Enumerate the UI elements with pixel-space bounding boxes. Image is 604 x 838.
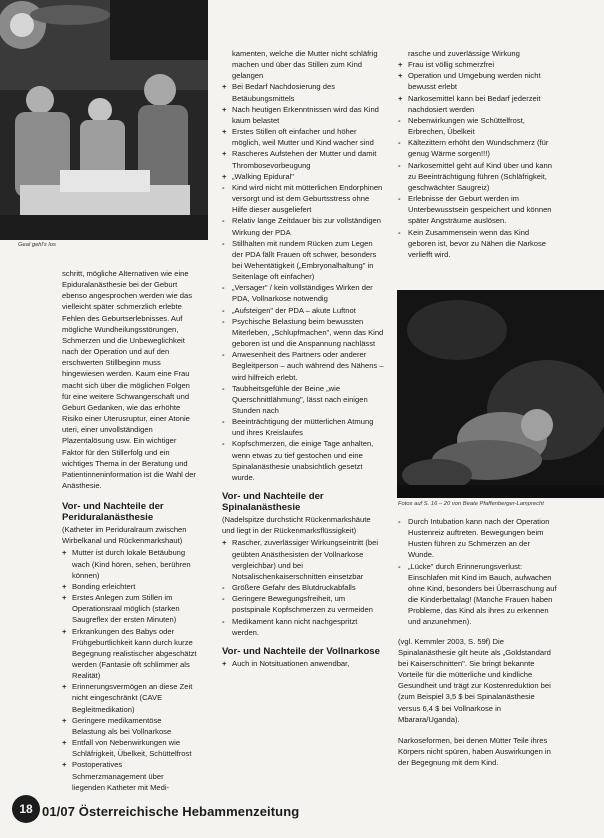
closing-paragraph: Narkoseformen, bei denen Mütter Teile ihres Körpers nicht spüren, haben Auswirkungen in der Begegnung mit dem Kind.	[398, 735, 551, 768]
list-item: rasche und zuverlässige Wirkung	[408, 49, 520, 58]
list-item: + Erstes Stillen oft einfacher und höher möglich, weil Mutter und Kind wacher sind	[222, 127, 374, 148]
heading-spinal: Vor- und Nachteile der Spinalanästhesie	[222, 491, 324, 514]
mother-baby-photo	[397, 290, 604, 498]
list-item: + Erinnerungsvermögen an diese Zeit nicht eingeschränkt (CAVE Begleitmedikation)	[62, 682, 193, 714]
publication-title: 01/07 Österreichische Hebammenzeitung	[42, 804, 300, 819]
list-item: - „Aufsteigen" der PDA – akute Luftnot	[222, 305, 356, 315]
reference-paragraph: (vgl. Kemmler 2003, S. 59f) Die Spinalanästhesie gilt heute als „Goldstandard bei Kaiserschnitten". Sie bringt bekannte Vorteile für die mütterliche und kindliche Gesundheit und trägt zur Kostenreduktion bei (zum Beispiel 3,5 $ bei Spinalanästhesie versus 6,4 $ bei Vollnarkose in Mbarara/Uganda).	[398, 636, 551, 724]
list-item: + „Walking Epidural"	[222, 171, 294, 181]
list-item: - Medikament kann nicht nachgespritzt werden.	[222, 616, 358, 637]
column-right-bottom	[398, 516, 558, 778]
list-item: - Psychische Belastung beim bewussten Miterleben, „Schlupfmachen", wenn das Kind geboren ist und die Anspannung nachlässt	[222, 316, 384, 349]
column-left	[62, 268, 197, 801]
pda-list-continued	[222, 48, 384, 483]
list-item: + Rascher, zuverlässiger Wirkungseintritt (bei geübten Anästhesisten der Vollnarkose vergleichbar) und bei Notsalischenkaiserschnitten einsetzbar	[222, 538, 379, 581]
list-item: + Erkrankungen des Babys oder Frühgeburtlichkeit kann durch kurze Begegnung realistischer abgeschätzt werden (Fantasie oft schlimmer als Realität)	[62, 626, 197, 681]
list-item: - Narkosemittel geht auf Kind über und kann zu Beeinträchtigung führen (Schläfrigkeit, geschwächter Saugreiz)	[398, 160, 552, 192]
list-item: kamenten, welche die Mutter nicht schläfrig machen und über das Stillen zum Kind gelangen	[232, 49, 378, 81]
spinal-list	[222, 537, 384, 637]
list-item: + Operation und Umgebung werden nicht bewusst erlebt	[398, 71, 541, 92]
mother-baby-photo-graphic	[397, 290, 604, 498]
right-photo-caption: Fotos auf S. 16 – 20 von Beate Pfaffenberger-Lamprecht	[398, 501, 544, 507]
list-item: - Erlebnisse der Geburt werden im Unterbewusstsein gespeichert und können später Angsträume auslösen.	[398, 194, 552, 226]
list-item: - Kopfschmerzen, die einige Tage anhalten, wenn etwas zu tief gestochen und eine Spinalanästhesie unabsichtlich gesetzt wurde.	[222, 439, 374, 482]
heading-pda: Vor- und Nachteile der Periduralanästhesie	[62, 501, 164, 524]
list-item: + Auch in Notsituationen anwendbar,	[222, 658, 350, 668]
column-middle	[222, 48, 384, 677]
list-item: - Größere Gefahr des Blutdruckabfalls	[222, 583, 356, 593]
list-item: + Bei Bedarf Nachdosierung des Betäubungsmittels	[222, 82, 336, 103]
list-item: + Nach heutigen Erkenntnissen wird das Kind kaum belastet	[222, 104, 379, 125]
list-item: + Bonding erleichtert	[62, 581, 136, 591]
list-item: - Kein Zusammensein wenn das Kind geboren ist, bevor zu Nähen die Narkose verliefft wird.	[398, 227, 547, 259]
vollnarkose-list-end	[398, 516, 558, 628]
subheading-pda: (Katheter im Periduralraum zwischen Wirbelkanal und Rückenmarkshaut)	[62, 525, 187, 546]
list-item: + Mutter ist durch lokale Betäubung wach (Kind hören, sehen, berühren können)	[62, 548, 191, 580]
list-item: + Erstes Anlegen zum Stillen im Operationsraal möglich (starken Saugreflex der ersten Minuten)	[62, 593, 180, 625]
page-footer	[12, 795, 452, 829]
page-number: 18	[12, 795, 40, 823]
list-item: - Kind wird nicht mit mütterlichen Endorphinen versorgt und ist dem Geburtsstress ohne Hilfe dieser ausgeliefert	[222, 182, 383, 215]
list-item: - Kältezittern erhöht den Wundschmerz (für genug Wärme sorgen!!!)	[398, 138, 549, 159]
vollnarkose-list	[222, 658, 384, 669]
list-item: - Geringere Bewegungsfreiheit, um postspinale Kopfschmerzen zu vermeiden	[222, 594, 373, 615]
list-item: - Anwesenheit des Partners oder anderer Begleitperson – auch während des Nähens – wird hilfreich erlebt.	[222, 350, 384, 382]
list-item: - Relativ lange Zeitdauer bis zur vollständigen Wirkung der PDA	[222, 216, 382, 237]
vollnarkose-list-continued	[398, 48, 558, 260]
column-right-top	[398, 48, 558, 268]
list-item: - „Lücke" durch Erinnerungsverlust: Einschlafen mit Kind im Bauch, aufwachen ohne Kind, besonders bei Überraschung auf die Kinderbettalag! (Manche Frauen haben Probleme, das Kind als ihres zu erkennen und anzunehmen).	[398, 561, 557, 627]
list-item: - Durch Intubation kann nach der Operation Hustenreiz auftreten. Bewegungen beim Husten führen zu Schmerzen an der Wunde.	[398, 517, 550, 560]
heading-vollnarkose: Vor- und Nachteile der Vollnarkose	[222, 645, 380, 657]
list-item: - Taubheitsgefühle der Beine „wie Querschnittlähmung", lässt nach einigen Stunden nach	[222, 383, 368, 415]
list-item: - „Versager" / kein vollständiges Wirken der PDA, Vollnarkose notwendig	[222, 283, 373, 304]
list-item: - Beeinträchtigung der mütterlichen Atmung und ihres Kreislaufes	[222, 417, 374, 438]
pda-list	[62, 547, 197, 792]
list-item: + Frau ist völlig schmerzfrei	[398, 60, 495, 70]
list-item: + Rascheres Aufstehen der Mutter und damit Thrombosevorbeugung	[222, 149, 377, 170]
top-photo-caption: Geal gehl's los	[18, 242, 56, 248]
list-item: - Nebenwirkungen wie Schüttelfrost, Erbrechen, Übelkeit	[398, 115, 525, 137]
operating-room-photo-graphic	[0, 0, 208, 240]
subheading-spinal: (Nadelspitze durchsticht Rückenmarkshäute und liegt in der Rückenmarksflüssigkeit)	[222, 515, 371, 536]
operating-room-photo	[0, 0, 208, 240]
intro-paragraph: schritt, mögliche Alternativen wie eine Epiduralanästhesie bei der Geburt ebenso angesprochen werden wie das vielleicht später schmerzlich erlebte Fehlen des Geburtserlebnisses. Auf mögliche Wundheilungsstörungen, Schmerzen und die Unbeweglichkeit nach der Operation und auf den erschwerten Stillbeginn muss hingewiesen werden. Kaum eine Frau macht sich über die möglichen Folgen für eine weitere Schwangerschaft und Geburt Gedanken, wie das erhöhte Risiko einer Uterusruptur, einer Atonie uteri, einer unvollständigen Plazentalösung usw. Ein wichtiger Faktor für den Stillerfolg und ein wichtiges Thema in der Beratung und Patientinneninformation ist die Wahl der Anästhesie.	[62, 269, 196, 490]
list-item: - Stillhalten mit rundem Rücken zum Legen der PDA fällt Frauen oft schwer, besonders bei Wehentätigkeit („Embryonalhaltung" in Seitenlage oft einfacher)	[222, 238, 377, 282]
list-item: + Postoperatives Schmerzmanagement über liegenden Katheter mit Medi-	[62, 760, 170, 792]
list-item: + Narkosemittel kann bei Bedarf jederzeit nachdosiert werden	[398, 93, 541, 114]
list-item: + Geringere medikamentöse Belastung als bei Vollnarkose	[62, 715, 172, 736]
list-item: + Entfall von Nebenwirkungen wie Schläfrigkeit, Übelkeit, Schüttelfrost	[62, 738, 192, 759]
